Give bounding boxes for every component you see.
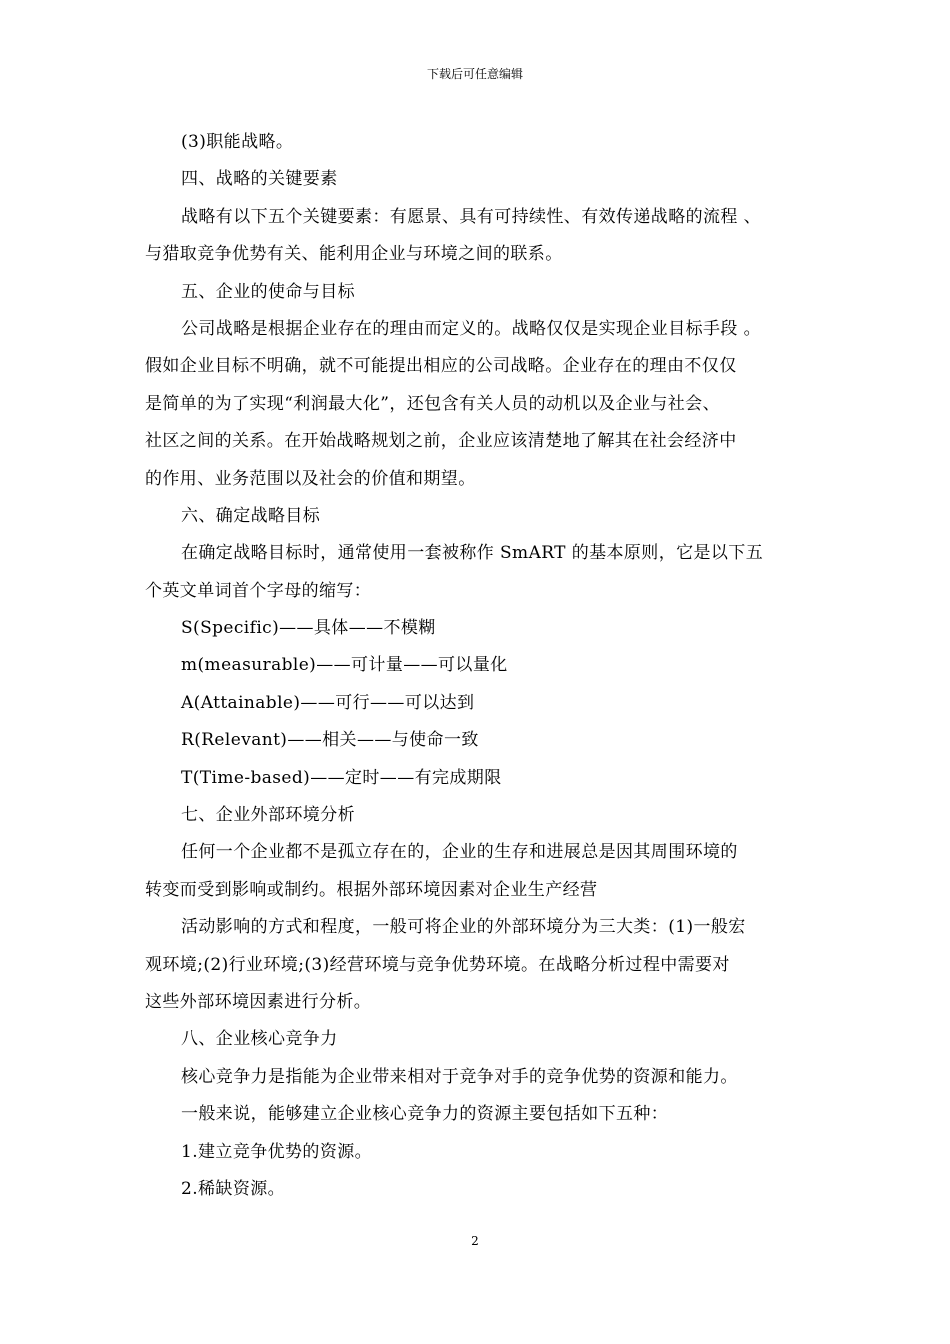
text-line: 个英文单词首个字母的缩写： [145,580,372,601]
text-line: 与猎取竞争优势有关、能利用企业与环境之间的联系。 [145,244,563,265]
text-line: 六、确定战略目标 [181,505,321,526]
text-line: S(Specific)——具体——不模糊 [181,618,436,639]
text-line: 2.稀缺资源。 [181,1178,286,1199]
text-line: 五、企业的使命与目标 [181,281,355,302]
page-header: 下载后可任意编辑 [426,67,523,81]
text-line: 战略有以下五个关键要素：有愿景、具有可持续性、有效传递战略的流程 、 [181,206,762,227]
text-line: 1.建立竞争优势的资源。 [181,1141,373,1162]
text-line: 在确定战略目标时，通常使用一套被称作 SmART 的基本原则，它是以下五 [181,543,764,564]
text-line: 一般来说，能够建立企业核心竞争力的资源主要包括如下五种： [181,1104,669,1125]
text-line: 公司战略是根据企业存在的理由而定义的。战略仅仅是实现企业目标手段 。 [181,318,762,339]
text-line: m(measurable)——可计量——可以量化 [181,655,508,676]
text-line: 四、战略的关键要素 [181,169,338,190]
text-line: R(Relevant)——相关——与使命一致 [181,730,479,751]
text-line: 社区之间的关系。在开始战略规划之前，企业应该清楚地了解其在社会经济中 [145,431,737,452]
text-line: 核心竞争力是指能为企业带来相对于竞争对手的竞争优势的资源和能力。 [181,1066,738,1087]
text-line: 七、企业外部环境分析 [181,805,355,826]
text-line: 任何一个企业都不是孤立存在的，企业的生存和进展总是因其周围环境的 [181,842,738,863]
text-line: (3)职能战略。 [181,132,294,152]
text-line: 八、企业核心竞争力 [181,1029,338,1050]
text-line: 的作用、业务范围以及社会的价值和期望。 [145,468,476,489]
text-line: 活动影响的方式和程度，一般可将企业的外部环境分为三大类：(1)一般宏 [181,917,746,938]
text-line: T(Time-based)——定时——有完成期限 [181,767,502,788]
document-body [145,124,815,1208]
text-line: 观环境;(2)行业环境;(3)经营环境与竞争优势环境。在战略分析过程中需要对 [145,954,730,975]
text-line: 这些外部环境因素进行分析。 [145,991,372,1012]
text-line: 是简单的为了实现“利润最大化”，还包含有关人员的动机以及企业与社会、 [145,393,720,414]
text-line: 假如企业目标不明确，就不可能提出相应的公司战略。企业存在的理由不仅仅 [145,356,737,377]
text-line: A(Attainable)——可行——可以达到 [181,692,475,713]
text-line: 转变而受到影响或制约。根据外部环境因素对企业生产经营 [145,879,598,900]
page-number: 2 [471,1234,479,1248]
